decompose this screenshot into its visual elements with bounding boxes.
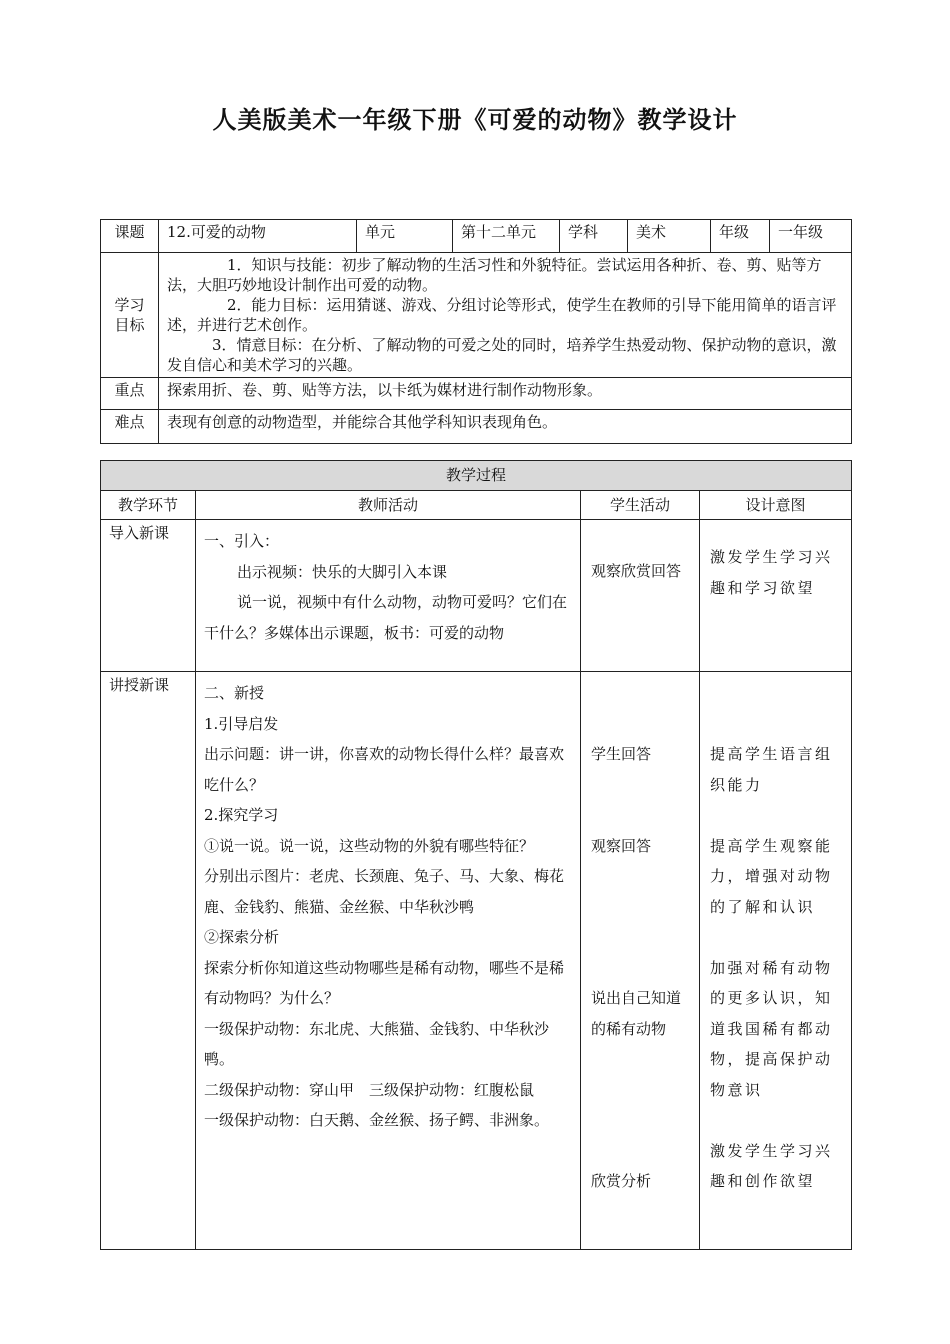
student-item: 学生回答	[591, 745, 652, 763]
subject-value: 美术	[628, 220, 711, 253]
stage-intro: 导入新课	[101, 520, 196, 672]
intent-intro: 激发学生学习兴趣和学习欲望	[700, 520, 852, 672]
intent-item: 提高学生观察能力，增强对动物的了解和认识	[710, 836, 833, 916]
col-intent: 设计意图	[700, 491, 852, 520]
intent-new	[700, 672, 852, 1250]
table-row	[101, 672, 852, 1250]
teacher-line: ①说一说。说一说，这些动物的外貌有哪些特征？	[204, 836, 535, 855]
intent-item: 激发学生学习兴趣和创作欲望	[710, 1141, 833, 1190]
student-item: 说出自己知道的稀有动物	[591, 989, 682, 1038]
teacher-line: 2.探究学习	[204, 806, 279, 824]
goals-label: 学习目标	[101, 253, 159, 378]
teacher-line: 分别出示图片：老虎、长颈鹿、兔子、马、大象、梅花鹿、金钱豹、熊猫、金丝猴、中华秋沙鸭	[204, 867, 565, 916]
col-teacher: 教师活动	[196, 491, 581, 520]
goal-ability: 2．能力目标：运用猜谜、游戏、分组讨论等形式，使学生在教师的引导下能用简单的语言评述，并进行艺术创作。	[167, 296, 837, 334]
teacher-new	[196, 672, 581, 1250]
topic-value: 12.可爱的动物	[159, 220, 357, 253]
key-value: 探索用折、卷、剪、贴等方法，以卡纸为媒材进行制作动物形象。	[159, 378, 852, 410]
grade-label: 年级	[711, 220, 770, 253]
unit-label: 单元	[357, 220, 453, 253]
col-stage: 教学环节	[101, 491, 196, 520]
teacher-line: 二、新授	[204, 684, 265, 702]
col-student: 学生活动	[581, 491, 700, 520]
goals-content	[159, 253, 852, 378]
student-intro: 观察欣赏回答	[581, 520, 700, 672]
teacher-line: 探索分析你知道这些动物哪些是稀有动物，哪些不是稀有动物吗？为什么？	[204, 958, 565, 1007]
teacher-line: 说一说，视频中有什么动物，动物可爱吗？它们在干什么？多媒体出示课题，板书：可爱的动物	[204, 593, 568, 642]
teacher-line: 1.引导启发	[204, 714, 279, 733]
topic-label: 课题	[101, 220, 159, 253]
teacher-line: 出示视频：快乐的大脚引入本课	[237, 562, 448, 581]
goal-emotion: 3．情意目标：在分析、了解动物的可爱之处的同时，培养学生热爱动物、保护动物的意识，激发自信心和美术学习的兴趣。	[167, 336, 837, 374]
process-header: 教学过程	[101, 461, 852, 491]
key-label: 重点	[101, 378, 159, 410]
teacher-line: 出示问题：讲一讲，你喜欢的动物长得什么样？最喜欢吃什么？	[204, 745, 565, 794]
grade-value: 一年级	[770, 220, 852, 253]
table-row	[101, 520, 852, 672]
intent-item: 提高学生语言组织能力	[710, 745, 833, 794]
student-item: 欣赏分析	[591, 1172, 652, 1190]
student-item: 观察回答	[591, 836, 652, 855]
stage-new: 讲授新课	[101, 672, 196, 1250]
teacher-line: 二级保护动物：穿山甲 三级保护动物：红腹松鼠	[204, 1080, 535, 1099]
teacher-line: ②探索分析	[204, 928, 280, 946]
unit-value: 第十二单元	[453, 220, 560, 253]
teacher-line: 一级保护动物：东北虎、大熊猫、金钱豹、中华秋沙鸭。	[204, 1019, 550, 1068]
difficulty-label: 难点	[101, 410, 159, 444]
page-title: 人美版美术一年级下册《可爱的动物》教学设计	[212, 106, 738, 134]
process-table	[100, 460, 852, 1250]
teacher-line: 一、引入：	[204, 532, 280, 550]
teacher-intro	[196, 520, 581, 672]
info-table	[100, 219, 852, 444]
student-new	[581, 672, 700, 1250]
goal-knowledge: 1．知识与技能：初步了解动物的生活习性和外貌特征。尝试运用各种折、卷、剪、贴等方法，大胆巧妙地设计制作出可爱的动物。	[167, 256, 822, 294]
subject-label: 学科	[560, 220, 628, 253]
teacher-line: 一级保护动物：白天鹅、金丝猴、扬子鳄、非洲象。	[204, 1111, 550, 1129]
difficulty-value: 表现有创意的动物造型，并能综合其他学科知识表现角色。	[159, 410, 852, 444]
intent-item: 加强对稀有动物的更多认识，知道我国稀有都动物，提高保护动物意识	[710, 958, 833, 1099]
